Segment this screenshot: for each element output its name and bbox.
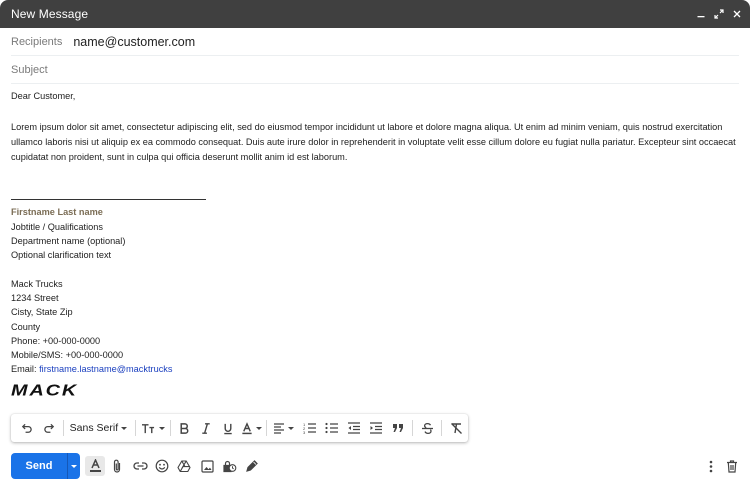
signature-street: 1234 Street: [11, 293, 59, 303]
underline-icon: [222, 422, 234, 435]
numbered-list-icon: [303, 422, 316, 434]
font-family-value: Sans Serif: [69, 422, 119, 434]
insert-photo-button[interactable]: [197, 456, 217, 476]
expand-icon: [714, 9, 724, 19]
toolbar-separator: [266, 420, 267, 436]
underline-button[interactable]: [217, 414, 239, 442]
lock-clock-icon: [222, 459, 237, 473]
signature-email-link[interactable]: firstname.lastname@macktrucks: [39, 364, 173, 374]
italic-icon: [200, 422, 212, 435]
minimize-button[interactable]: [694, 7, 708, 21]
more-options-button[interactable]: [701, 456, 721, 476]
signature-email-line: [11, 362, 173, 376]
undo-icon: [20, 422, 33, 435]
indent-less-icon: [347, 422, 360, 434]
subject-field: [11, 56, 739, 84]
align-button[interactable]: [269, 414, 297, 442]
quote-icon: [392, 423, 404, 433]
quote-button[interactable]: [387, 414, 411, 442]
svg-text:2: 2: [302, 426, 305, 431]
more-vert-icon: [709, 460, 713, 473]
image-icon: [201, 460, 214, 473]
recipients-field[interactable]: [11, 28, 739, 56]
minimize-icon: [696, 9, 706, 19]
font-size-button[interactable]: [138, 414, 168, 442]
bold-icon: [178, 422, 190, 435]
signature-department: Department name (optional): [11, 236, 126, 246]
align-icon: [273, 422, 285, 434]
signature-mobile: Mobile/SMS: +00-000-0000: [11, 350, 124, 360]
bulleted-list-button[interactable]: [321, 414, 343, 442]
signature-name: Firstname Last name: [11, 207, 103, 217]
text-color-icon: [241, 422, 253, 435]
toolbar-separator: [135, 420, 136, 436]
send-button[interactable]: Send: [11, 453, 67, 479]
chevron-down-icon: [288, 427, 294, 430]
emoji-icon: [155, 459, 169, 473]
chevron-down-icon: [121, 427, 127, 430]
compose-title-bar: [0, 0, 750, 28]
chevron-down-icon: [256, 427, 262, 430]
bold-button[interactable]: [173, 414, 195, 442]
recipient-chip[interactable]: name@customer.com: [73, 34, 196, 49]
strikethrough-button[interactable]: [415, 414, 439, 442]
svg-text:3: 3: [302, 430, 305, 434]
font-family-select[interactable]: [66, 414, 134, 442]
svg-text:1: 1: [302, 422, 305, 427]
expand-button[interactable]: [712, 7, 726, 21]
strikethrough-icon: [421, 422, 434, 435]
italic-button[interactable]: [195, 414, 217, 442]
close-icon: [732, 9, 742, 19]
undo-button[interactable]: [15, 414, 39, 442]
attach-file-button[interactable]: [107, 456, 127, 476]
toolbar-separator: [63, 420, 64, 436]
insert-drive-button[interactable]: [174, 456, 194, 476]
toolbar-separator: [412, 420, 413, 436]
message-body: Lorem ipsum dolor sit amet, consectetur adipiscing elit, sed do eiusmod tempor incididunt ut labore et dolore magna aliqua. Ut enim ad minim veniam, quis nostrud exercitation ullamco laboris nisi ut aliquip ex ea commodo consequat. Duis aute irure dolor in reprehenderit in voluptate velit esse cillum dolore eu fugiat nulla pariatur. Excepteur sint occaecat cupidatat non proident, sunt in culpa qui officia deserunt mollit anim id est laborum.: [11, 122, 736, 162]
text-color-button[interactable]: [239, 414, 265, 442]
signature-email-label: Email:: [11, 364, 40, 374]
confidential-mode-button[interactable]: [219, 456, 239, 476]
chevron-down-icon: [71, 465, 77, 468]
signature-city: Cisty, State Zip: [11, 307, 73, 317]
redo-button[interactable]: [39, 414, 61, 442]
window-title: New Message: [11, 7, 89, 21]
indent-less-button[interactable]: [343, 414, 365, 442]
signature-clarification: Optional clarification text: [11, 250, 112, 260]
window-controls: [694, 0, 744, 28]
font-size-icon: [141, 422, 156, 435]
signature-divider: [11, 199, 206, 200]
bulleted-list-icon: [325, 422, 338, 434]
toolbar-separator: [170, 420, 171, 436]
logo-text: MACK: [11, 383, 79, 397]
numbered-list-button[interactable]: [297, 414, 321, 442]
remove-formatting-icon: [450, 422, 463, 435]
close-button[interactable]: [730, 7, 744, 21]
indent-more-icon: [369, 422, 382, 434]
signature-company: Mack Trucks: [11, 279, 63, 289]
signature-county: County: [11, 322, 41, 332]
indent-more-button[interactable]: [365, 414, 387, 442]
discard-draft-button[interactable]: [722, 456, 742, 476]
formatting-toolbar: [11, 414, 468, 442]
remove-formatting-button[interactable]: [444, 414, 468, 442]
toolbar-separator: [441, 420, 442, 436]
redo-icon: [43, 422, 56, 435]
signature-phone: Phone: +00-000-0000: [11, 336, 101, 346]
signature-jobtitle: Jobtitle / Qualifications: [11, 222, 103, 232]
insert-signature-button[interactable]: [242, 456, 262, 476]
formatting-options-button[interactable]: [85, 456, 105, 476]
message-greeting: Dear Customer,: [11, 91, 76, 101]
pen-icon: [245, 459, 259, 473]
mack-logo: [11, 383, 109, 397]
text-format-icon: [89, 459, 102, 473]
chevron-down-icon: [159, 427, 165, 430]
recipients-label: Recipients: [11, 35, 63, 48]
drive-icon: [177, 460, 191, 473]
link-icon: [133, 461, 148, 471]
insert-emoji-button[interactable]: [152, 456, 172, 476]
insert-link-button[interactable]: [130, 456, 150, 476]
send-options-button[interactable]: [67, 453, 80, 479]
subject-input[interactable]: [11, 64, 611, 76]
trash-icon: [726, 460, 738, 473]
paperclip-icon: [111, 459, 123, 474]
